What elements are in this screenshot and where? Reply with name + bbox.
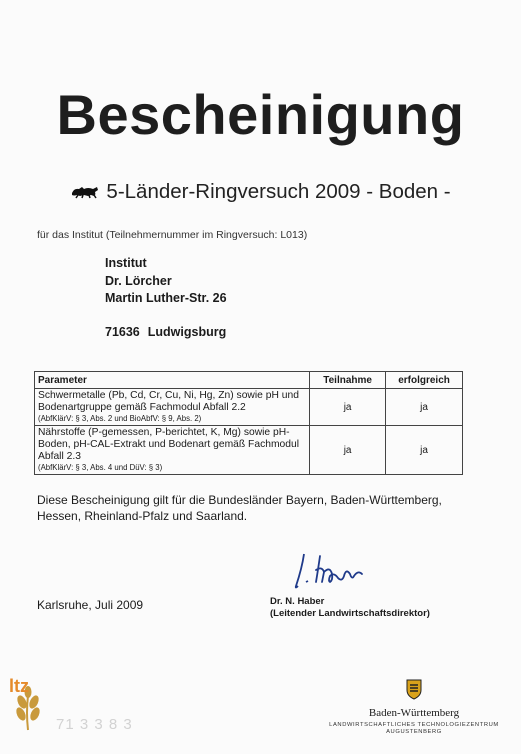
bw-coat-of-arms-icon: [404, 678, 424, 700]
table-header-row: [35, 372, 463, 389]
org-line-1: LANDWIRTSCHAFTLICHES TECHNOLOGIEZENTRUM: [329, 722, 499, 728]
address-line-street: Martin Luther-Str. 26: [105, 291, 227, 305]
place-date: Karlsruhe, Juli 2009: [37, 598, 144, 612]
address-zip: 71636: [105, 324, 140, 339]
table-row: [35, 426, 463, 475]
org-line-2: AUGUSTENBERG: [386, 729, 442, 735]
address-city: Ludwigsburg: [147, 324, 227, 339]
stamp-mark: 71 3 3 8 3: [56, 716, 133, 733]
subtitle-text: 5-Länder-Ringversuch 2009 - Boden -: [106, 180, 451, 203]
ltz-organization: [324, 722, 504, 736]
header-erfolgreich: erfolgreich: [386, 372, 463, 389]
address-line-institute: Institut: [105, 256, 147, 270]
erfolgreich-cell: ja: [386, 389, 463, 426]
erfolgreich-cell: ja: [386, 426, 463, 475]
teilnahme-cell: ja: [310, 426, 386, 475]
signer-name: Dr. N. Haber: [270, 596, 325, 607]
header-teilnahme: Teilnahme: [310, 372, 386, 389]
parameter-note: (AbfKlärV: § 3, Abs. 2 und BioAbfV: § 9, Abs. 2): [38, 414, 202, 423]
parameter-cell: [35, 426, 310, 475]
ltz-logo-icon: [6, 676, 52, 737]
address-line-city: [105, 324, 227, 342]
ltz-logo-text: ltz: [9, 676, 29, 696]
parameter-note: (AbfKlärV: § 3, Abs. 4 und DüV: § 3): [38, 463, 163, 472]
header-parameter: Parameter: [35, 372, 310, 389]
teilnahme-cell: ja: [310, 389, 386, 426]
parameter-text: Nährstoffe (P-gemessen, P-berichtet, K, Mg) sowie pH-Boden, pH-CAL-Extrakt und Bodenart gemäß Fachmodul Abfall 2.3: [38, 427, 299, 462]
baden-wuerttemberg-logo: [324, 678, 504, 736]
intro-text: für das Institut (Teilnehmernummer im Ringversuch: L013): [37, 229, 308, 241]
signer-role: (Leitender Landwirtschaftsdirektor): [270, 608, 430, 619]
bw-name: Baden-Württemberg: [368, 707, 460, 719]
signature-image: [292, 548, 372, 597]
signer-block: [270, 596, 430, 620]
address-block: [105, 255, 227, 341]
document-subtitle: [0, 180, 521, 205]
lion-icon: [70, 181, 100, 205]
validity-statement: Diese Bescheinigung gilt für die Bundesländer Bayern, Baden-Württemberg, Hessen, Rheinland-Pfalz und Saarland.: [37, 493, 442, 523]
table-row: [35, 389, 463, 426]
parameter-text: Schwermetalle (Pb, Cd, Cr, Cu, Ni, Hg, Zn) sowie pH und Bodenartgruppe gemäß Fachmodul Abfall 2.2: [38, 390, 299, 413]
results-table: [34, 371, 463, 475]
document-title: Bescheinigung: [56, 83, 465, 146]
address-line-name: Dr. Lörcher: [105, 273, 172, 288]
parameter-cell: [35, 389, 310, 426]
